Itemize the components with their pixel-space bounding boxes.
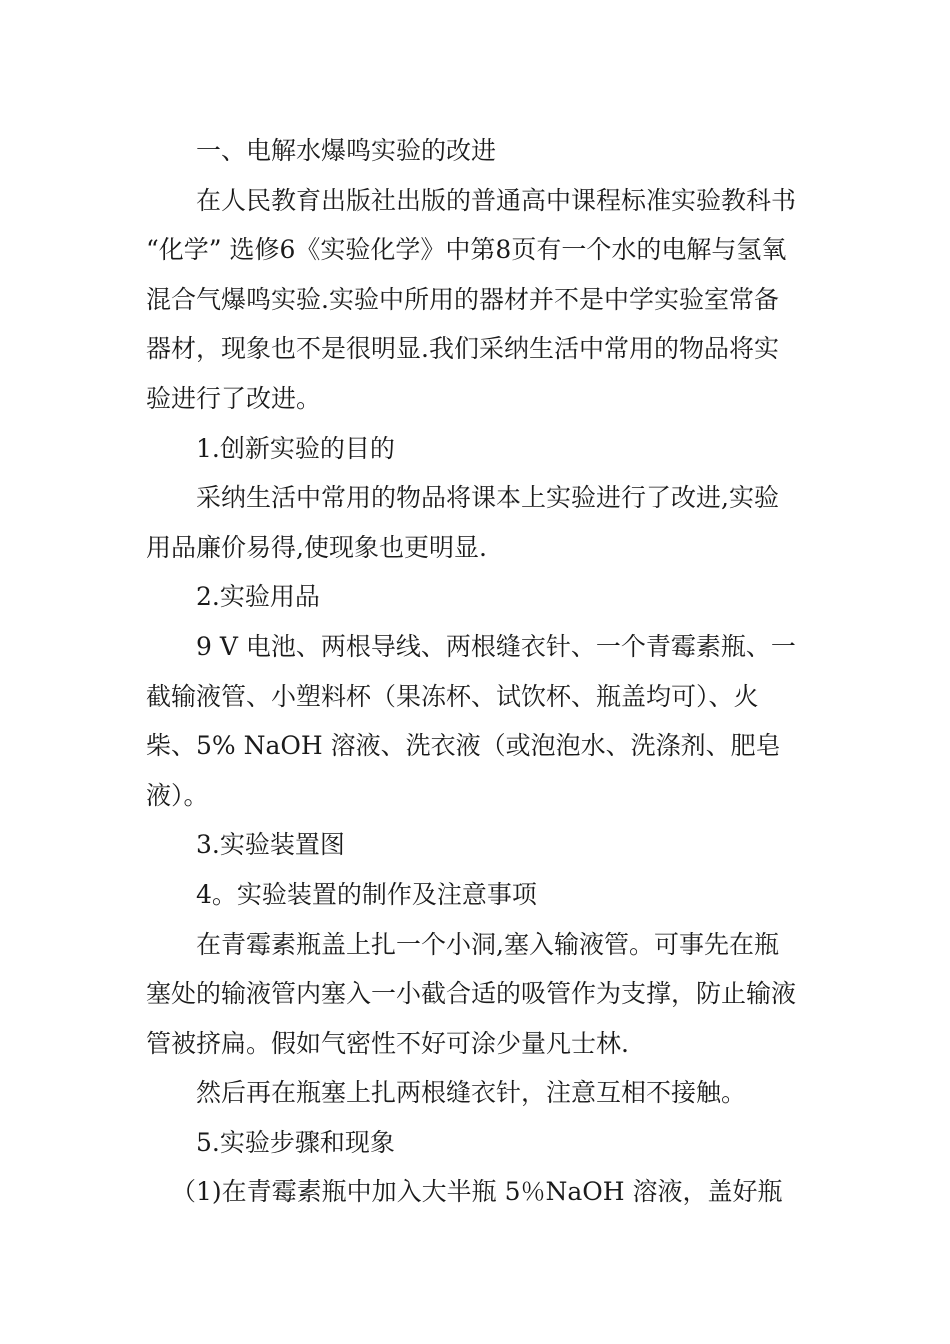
section-4-body-1: 在青霉素瓶盖上扎一个小洞,塞入输液管。可事先在瓶塞处的输液管内塞入一小截合适的吸管作为支撑，防止输液管被挤扁。假如气密性不好可涂少量凡士林. [146, 929, 797, 1058]
section-4-body-2: 然后再在瓶塞上扎两根缝衣针，注意互相不接触。 [196, 1078, 747, 1108]
intro-paragraph: 在人民教育出版社出版的普通高中课程标准实验教科书 “化学” 选修6《实验化学》中第8页有一个水的电解与氢氧混合气爆鸣实验.实验中所用的器材并不是中学实验室常备器材，现象也不是很明显.我们采纳生活中常用的物品将实验进行了改进。 [146, 185, 797, 413]
section-1-title: 1.创新实验的目的 [196, 433, 395, 463]
section-3-title: 3.实验装置图 [196, 830, 345, 860]
section-2-title: 2.实验用品 [196, 582, 320, 612]
section-1-body: 采纳生活中常用的物品将课本上实验进行了改进,实验用品廉价易得,使现象也更明显. [146, 483, 779, 562]
section-2-body: 9 V 电池、两根导线、两根缝衣针、一个青霉素瓶、一截输液管、小塑料杯（果冻杯、试饮杯、瓶盖均可）、火柴、5% NaOH 溶液、洗衣液（或泡泡水、洗涤剂、肥皂液）。 [146, 631, 796, 810]
section-heading: 一、电解水爆鸣实验的改进 [196, 136, 497, 165]
section-5-title: 5.实验步骤和现象 [196, 1127, 395, 1157]
section-4-title: 4。实验装置的制作及注意事项 [196, 879, 537, 909]
section-5-step-1: （1)在青霉素瓶中加入大半瓶 5％NaOH 溶液，盖好瓶 [171, 1177, 783, 1207]
document-body [146, 126, 796, 1217]
